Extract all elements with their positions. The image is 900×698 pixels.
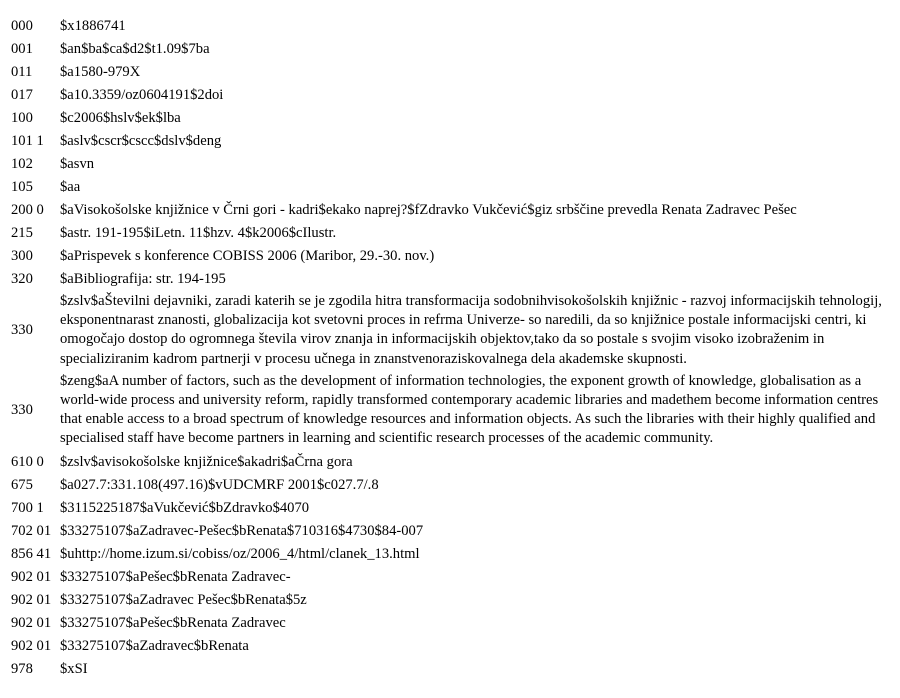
field-tag: 330 [11,321,33,338]
field-tag: 300 [11,247,33,264]
field-value: $3115225187$aVukčević$bZdravko$4070 [60,499,310,516]
field-tag: 001 [11,40,33,57]
field-value: $aBibliografija: str. 194-195 [60,270,226,287]
field-value: $aVisokošolske knjižnice v Črni gori - kadri$ekako naprej?$fZdravko Vukčević$giz srbščine prevedla Renata Zadravec Pešec [60,201,797,218]
field-row [0,84,900,107]
field-tag: 215 [11,224,33,241]
field-row [0,268,900,291]
field-row [0,497,900,520]
field-value: $aslv$cscr$cscc$dslv$deng [60,132,222,149]
field-tag: 000 [11,17,33,34]
field-value: $a10.3359/oz0604191$2doi [60,86,224,103]
field-tag: 700 1 [11,499,44,516]
field-row [0,130,900,153]
field-row [0,245,900,268]
field-row [0,371,900,451]
field-value: $xSI [60,660,88,677]
field-row [0,520,900,543]
field-row [0,543,900,566]
field-tag: 902 01 [11,568,52,585]
field-row [0,15,900,38]
field-value: $33275107$aPešec$bRenata Zadravec- [60,568,291,585]
field-row [0,61,900,84]
field-value: $astr. 191-195$iLetn. 11$hzv. 4$k2006$cIlustr. [60,224,337,241]
field-tag: 902 01 [11,591,52,608]
field-row [0,199,900,222]
field-value: $asvn [60,155,95,172]
field-row [0,153,900,176]
field-value: $uhttp://home.izum.si/cobiss/oz/2006_4/html/clanek_13.html [60,545,420,562]
field-row [0,566,900,589]
field-value: $33275107$aZadravec-Pešec$bRenata$710316$4730$84-007 [60,522,424,539]
field-tag: 330 [11,401,33,418]
field-row [0,635,900,658]
field-row [0,589,900,612]
field-value: $aa [60,178,81,195]
field-value: $an$ba$ca$d2$t1.09$7ba [60,40,210,57]
field-tag: 978 [11,660,33,677]
field-value: $33275107$aZadravec Pešec$bRenata$5z [60,591,307,608]
field-tag: 100 [11,109,33,126]
field-tag: 902 01 [11,637,52,654]
field-value: $a027.7:331.108(497.16)$vUDCMRF 2001$c027.7/.8 [60,476,379,493]
field-tag: 017 [11,86,33,103]
field-row [0,222,900,245]
field-value: $zslv$aŠtevilni dejavniki, zaradi katerih se je zgodila hitra transformacija sodobnihvisokošolskih knjižnic - razvoj informacijskih tehnologij, eksponentnarast znanosti, globalizacija kot svetovni proces in refrma Univerze- so naredili, da so knjižnice postale informacijski centri, ki omogočajo dostop do ogromnega števila virov znanja in informacijskih objektov,tako da so postale s svojim visoko izobraženim in specializiranim kadrom partnerji v procesu učnega in znanstvenoraziskovalnega dela akademske skupnosti. [60,293,882,367]
field-value: $a1580-979X [60,63,141,80]
field-tag: 200 0 [11,201,44,218]
field-value: $33275107$aZadravec$bRenata [60,637,249,654]
field-row [0,612,900,635]
field-tag: 856 41 [11,545,52,562]
field-value: $x1886741 [60,17,126,34]
field-row [0,291,900,371]
field-value: $aPrispevek s konference COBISS 2006 (Maribor, 29.-30. nov.) [60,247,435,264]
marc-record-table [0,15,900,681]
field-tag: 610 0 [11,453,44,470]
field-tag: 101 1 [11,132,44,149]
field-tag: 675 [11,476,33,493]
field-row [0,38,900,61]
field-row [0,451,900,474]
field-tag: 011 [11,63,33,80]
field-row [0,658,900,681]
field-row [0,176,900,199]
field-tag: 702 01 [11,522,52,539]
field-tag: 902 01 [11,614,52,631]
field-value: $zslv$avisokošolske knjižnice$akadri$aČrna gora [60,453,353,470]
field-row [0,474,900,497]
field-tag: 102 [11,155,33,172]
field-value: $zeng$aA number of factors, such as the development of information technologies, the exponent growth of knowledge, globalisation as a world-wide process and university reform, rapidly transformed contemporary academic libraries and madethem become information centres that enable access to a broad spectrum of knowledge resources and information objects. As such the libraries with their highly qualified and specialised staff have become partners in learning and scientific research processes of the academic community. [60,372,879,447]
field-value: $c2006$hslv$ek$lba [60,109,181,126]
field-tag: 320 [11,270,33,287]
field-row [0,107,900,130]
field-value: $33275107$aPešec$bRenata Zadravec [60,614,286,631]
field-tag: 105 [11,178,33,195]
